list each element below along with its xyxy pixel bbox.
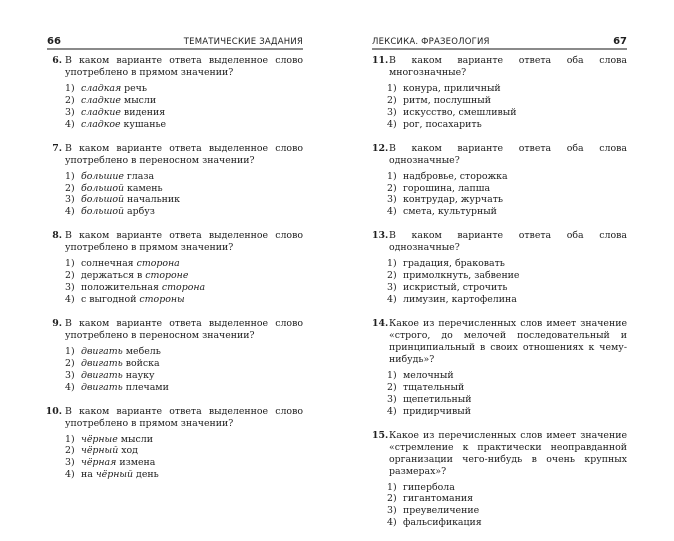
question-header bbox=[372, 230, 627, 254]
question-text: В каком варианте ответа оба слова однозначные? bbox=[389, 142, 627, 166]
option-number: 1) bbox=[387, 170, 397, 182]
answer-options bbox=[65, 83, 303, 131]
running-head: ЛЕКСИКА. ФРАЗЕОЛОГИЯ bbox=[372, 37, 490, 47]
answer-option[interactable] bbox=[65, 270, 303, 282]
answer-option[interactable] bbox=[387, 382, 627, 394]
answer-options bbox=[65, 171, 303, 219]
option-suffix: мебель bbox=[122, 345, 161, 357]
option-number: 4) bbox=[387, 405, 397, 417]
option-number: 3) bbox=[65, 282, 75, 294]
answer-option[interactable] bbox=[65, 382, 303, 394]
option-highlighted-word: сладкое bbox=[81, 118, 121, 130]
answer-option[interactable] bbox=[65, 107, 303, 119]
question-number: 6. bbox=[52, 55, 62, 66]
question-text: Какое из перечисленных слов имеет значение «строго, до мелочей последовательный и принципиальный в своих отношениях к чему-нибудь»? bbox=[389, 317, 627, 365]
option-number: 2) bbox=[387, 94, 397, 106]
option-number: 2) bbox=[387, 381, 397, 393]
option-suffix: ход bbox=[118, 445, 138, 457]
option-prefix: надбровье, сторожка bbox=[403, 170, 508, 182]
option-prefix: ритм, послушный bbox=[403, 94, 491, 106]
answer-option[interactable] bbox=[387, 107, 627, 119]
option-number: 3) bbox=[387, 282, 397, 294]
question-8 bbox=[50, 230, 303, 306]
option-number: 1) bbox=[65, 258, 75, 270]
question-number: 10. bbox=[45, 405, 62, 417]
option-prefix: положительная bbox=[81, 282, 162, 294]
option-highlighted-word: двигать bbox=[81, 357, 123, 369]
option-number: 4) bbox=[65, 118, 75, 130]
option-highlighted-word: сладкая bbox=[81, 83, 122, 94]
answer-option[interactable] bbox=[65, 370, 303, 382]
question-7 bbox=[50, 143, 303, 219]
answer-option[interactable] bbox=[387, 505, 627, 517]
option-prefix: гигантомания bbox=[403, 493, 474, 505]
option-suffix: науку bbox=[122, 369, 155, 381]
answer-option[interactable] bbox=[387, 370, 627, 382]
option-number: 4) bbox=[65, 381, 75, 393]
option-prefix: преувеличение bbox=[403, 505, 480, 517]
question-11 bbox=[372, 55, 627, 131]
option-prefix: смета, культурный bbox=[403, 206, 497, 218]
question-list bbox=[372, 55, 627, 541]
question-number: 13. bbox=[372, 230, 389, 242]
option-suffix: плечами bbox=[122, 381, 169, 393]
answer-option[interactable] bbox=[65, 83, 303, 95]
option-number: 3) bbox=[387, 505, 397, 517]
option-number: 4) bbox=[387, 293, 397, 305]
answer-option[interactable] bbox=[65, 346, 303, 358]
question-header bbox=[372, 318, 627, 366]
option-number: 4) bbox=[387, 118, 397, 130]
question-number: 12. bbox=[372, 142, 389, 154]
option-highlighted-word: чёрная bbox=[81, 457, 117, 469]
option-number: 1) bbox=[65, 83, 75, 94]
answer-option[interactable] bbox=[387, 517, 627, 529]
option-number: 1) bbox=[65, 345, 75, 357]
question-number: 15. bbox=[372, 429, 389, 441]
question-text: В каком варианте ответа выделенное слово употреблено в переносном значении? bbox=[65, 142, 303, 166]
option-suffix: речь bbox=[121, 83, 147, 94]
option-prefix: контрудар, журчать bbox=[403, 194, 503, 206]
question-text: В каком варианте ответа выделенное слово употреблено в прямом значении? bbox=[65, 405, 303, 429]
option-prefix: горошина, лапша bbox=[403, 182, 491, 194]
option-highlighted-word: стороны bbox=[139, 293, 185, 305]
option-number: 4) bbox=[65, 293, 75, 305]
option-number: 2) bbox=[65, 94, 75, 106]
option-highlighted-word: большой bbox=[81, 206, 125, 218]
option-highlighted-word: большой bbox=[81, 194, 125, 206]
question-header bbox=[50, 143, 303, 167]
option-number: 1) bbox=[65, 170, 75, 182]
question-number: 9. bbox=[52, 317, 62, 329]
question-text: В каком варианте ответа оба слова многозначные? bbox=[389, 55, 627, 78]
question-header bbox=[372, 143, 627, 167]
option-prefix: мелочный bbox=[403, 369, 454, 381]
option-prefix: фальсификация bbox=[403, 517, 482, 529]
option-prefix: искусство, смешливый bbox=[403, 106, 517, 118]
answer-option[interactable] bbox=[65, 95, 303, 107]
option-number: 1) bbox=[65, 433, 75, 445]
option-highlighted-word: двигать bbox=[81, 345, 123, 357]
option-number: 3) bbox=[387, 393, 397, 405]
option-suffix: измена bbox=[116, 457, 156, 469]
answer-option[interactable] bbox=[65, 183, 303, 195]
option-number: 3) bbox=[387, 194, 397, 206]
question-text: В каком варианте ответа выделенное слово употреблено в прямом значении? bbox=[65, 55, 303, 78]
option-number: 2) bbox=[387, 270, 397, 282]
question-text: В каком варианте ответа оба слова однозначные? bbox=[389, 230, 627, 254]
option-suffix: мысли bbox=[120, 94, 157, 106]
option-highlighted-word: чёрный bbox=[95, 469, 134, 481]
option-highlighted-word: большой bbox=[81, 182, 125, 194]
question-number: 11. bbox=[372, 55, 389, 66]
question-header bbox=[50, 55, 303, 79]
answer-option[interactable] bbox=[387, 95, 627, 107]
answer-option[interactable] bbox=[387, 83, 627, 95]
option-prefix: щепетильный bbox=[403, 393, 472, 405]
answer-option[interactable] bbox=[65, 294, 303, 306]
answer-option[interactable] bbox=[387, 183, 627, 195]
option-number: 1) bbox=[387, 258, 397, 270]
option-number: 2) bbox=[387, 182, 397, 194]
answer-options bbox=[387, 370, 627, 418]
option-suffix: глаза bbox=[123, 170, 155, 182]
option-number: 1) bbox=[387, 369, 397, 381]
answer-option[interactable] bbox=[65, 457, 303, 469]
question-header bbox=[372, 430, 627, 478]
page-header bbox=[47, 35, 303, 50]
question-header bbox=[50, 230, 303, 254]
answer-options bbox=[387, 258, 627, 306]
answer-option[interactable] bbox=[65, 358, 303, 370]
option-highlighted-word: чёрные bbox=[81, 433, 118, 445]
answer-options bbox=[387, 482, 627, 530]
question-text: Какое из перечисленных слов имеет значение «стремление к практически неоправданной организации чего-нибудь в очень крупных размерах»? bbox=[389, 429, 627, 477]
answer-option[interactable] bbox=[65, 282, 303, 294]
option-number: 2) bbox=[65, 182, 75, 194]
answer-option[interactable] bbox=[65, 171, 303, 183]
option-suffix: арбуз bbox=[124, 206, 155, 218]
question-number: 14. bbox=[372, 317, 389, 329]
question-14 bbox=[372, 318, 627, 418]
option-number: 3) bbox=[387, 106, 397, 118]
option-highlighted-word: двигать bbox=[81, 381, 123, 393]
question-header bbox=[50, 318, 303, 342]
option-suffix: кушанье bbox=[120, 118, 167, 130]
answer-option[interactable] bbox=[387, 493, 627, 505]
option-prefix: лимузин, картофелина bbox=[403, 293, 517, 305]
right-page bbox=[337, 0, 674, 529]
option-prefix: искристый, строчить bbox=[403, 282, 508, 294]
question-15 bbox=[372, 430, 627, 530]
answer-option[interactable] bbox=[387, 206, 627, 218]
answer-option[interactable] bbox=[65, 445, 303, 457]
option-number: 2) bbox=[65, 445, 75, 457]
answer-option[interactable] bbox=[65, 469, 303, 481]
page-header bbox=[372, 35, 627, 50]
answer-options bbox=[387, 171, 627, 219]
option-prefix: примолкнуть, забвение bbox=[403, 270, 520, 282]
option-highlighted-word: сладкие bbox=[81, 106, 121, 118]
option-highlighted-word: большие bbox=[81, 170, 124, 182]
option-prefix: гипербола bbox=[403, 481, 455, 493]
option-suffix: день bbox=[133, 469, 159, 481]
option-suffix: видения bbox=[120, 106, 166, 118]
option-prefix: тщательный bbox=[403, 381, 465, 393]
answer-option[interactable] bbox=[387, 482, 627, 494]
option-prefix: держаться в bbox=[81, 270, 146, 282]
answer-option[interactable] bbox=[387, 394, 627, 406]
option-prefix: градация, браковать bbox=[403, 258, 505, 270]
option-prefix: конура, приличный bbox=[403, 83, 501, 94]
option-number: 1) bbox=[387, 481, 397, 493]
option-number: 4) bbox=[387, 517, 397, 529]
answer-options bbox=[65, 434, 303, 482]
question-6 bbox=[50, 55, 303, 131]
option-suffix: камень bbox=[124, 182, 163, 194]
left-page bbox=[0, 0, 337, 523]
option-suffix: мысли bbox=[117, 433, 153, 445]
option-highlighted-word: стороне bbox=[145, 270, 189, 282]
option-number: 4) bbox=[65, 206, 75, 218]
question-10 bbox=[45, 405, 303, 482]
answer-option[interactable] bbox=[387, 119, 627, 131]
answer-option[interactable] bbox=[387, 171, 627, 183]
option-suffix: начальник bbox=[124, 194, 181, 206]
question-12 bbox=[372, 143, 627, 219]
option-highlighted-word: сторона bbox=[161, 282, 206, 294]
option-highlighted-word: сторона bbox=[136, 258, 180, 270]
option-prefix: придирчивый bbox=[403, 405, 471, 417]
question-9 bbox=[50, 318, 303, 394]
option-highlighted-word: сладкие bbox=[81, 94, 121, 106]
answer-option[interactable] bbox=[387, 294, 627, 306]
question-text: В каком варианте ответа выделенное слово употреблено в переносном значении? bbox=[65, 317, 303, 341]
question-number: 8. bbox=[52, 230, 62, 242]
option-number: 2) bbox=[387, 493, 397, 505]
question-13 bbox=[372, 230, 627, 306]
option-prefix: на bbox=[81, 469, 96, 481]
option-number: 1) bbox=[387, 83, 397, 94]
option-highlighted-word: двигать bbox=[81, 369, 123, 381]
question-header bbox=[45, 405, 303, 430]
answer-option[interactable] bbox=[65, 119, 303, 131]
answer-option[interactable] bbox=[65, 206, 303, 218]
page-number: 66 bbox=[47, 36, 61, 47]
option-prefix: рог, посахарить bbox=[403, 118, 482, 130]
option-number: 3) bbox=[65, 457, 75, 469]
option-prefix: с выгодной bbox=[81, 293, 140, 305]
answer-option[interactable] bbox=[387, 270, 627, 282]
option-highlighted-word: чёрный bbox=[81, 445, 119, 457]
answer-option[interactable] bbox=[387, 194, 627, 206]
answer-option[interactable] bbox=[387, 406, 627, 418]
option-prefix: солнечная bbox=[81, 258, 137, 270]
answer-option[interactable] bbox=[65, 434, 303, 446]
option-number: 4) bbox=[387, 206, 397, 218]
option-number: 3) bbox=[65, 194, 75, 206]
answer-option[interactable] bbox=[65, 194, 303, 206]
question-list bbox=[45, 55, 303, 493]
option-suffix: войска bbox=[122, 357, 160, 369]
question-number: 7. bbox=[52, 142, 62, 154]
page-number: 67 bbox=[613, 36, 627, 47]
answer-options bbox=[65, 258, 303, 306]
question-text: В каком варианте ответа выделенное слово употреблено в прямом значении? bbox=[65, 230, 303, 254]
question-header bbox=[372, 55, 627, 79]
answer-options bbox=[387, 83, 627, 131]
answer-option[interactable] bbox=[387, 258, 627, 270]
option-number: 2) bbox=[65, 357, 75, 369]
answer-option[interactable] bbox=[387, 282, 627, 294]
option-number: 3) bbox=[65, 106, 75, 118]
option-number: 3) bbox=[65, 369, 75, 381]
option-number: 4) bbox=[65, 469, 75, 481]
answer-options bbox=[65, 346, 303, 394]
answer-option[interactable] bbox=[65, 258, 303, 270]
running-head: ТЕМАТИЧЕСКИЕ ЗАДАНИЯ bbox=[183, 37, 303, 47]
option-number: 2) bbox=[65, 270, 75, 282]
